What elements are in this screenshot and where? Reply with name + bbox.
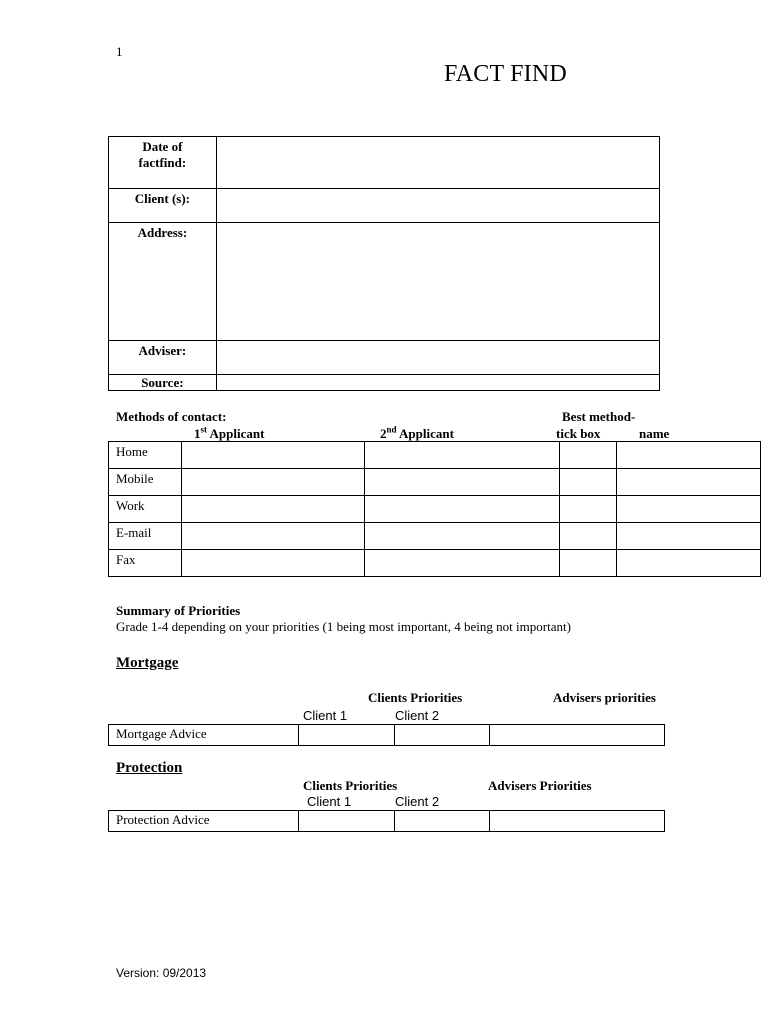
mortgage-advice-label: Mortgage Advice — [109, 725, 299, 746]
first-applicant-text: Applicant — [207, 426, 265, 441]
summary-description: Grade 1-4 depending on your priorities (1 being most important, 4 being not important) — [116, 619, 571, 634]
tick-box-cell[interactable] — [559, 469, 616, 496]
client-label: Client (s): — [109, 189, 217, 223]
table-row — [109, 375, 660, 391]
second-applicant-cell[interactable] — [365, 550, 559, 577]
adviser-label: Adviser: — [109, 341, 217, 375]
best-method-heading: Best method- — [562, 409, 636, 424]
mortgage-adviser-cell[interactable] — [490, 725, 665, 746]
first-applicant-cell[interactable] — [181, 469, 365, 496]
protection-adviser-cell[interactable] — [490, 811, 665, 832]
date-of-factfind-label — [109, 137, 217, 189]
name-header: name — [639, 426, 670, 441]
contact-type-fax: Fax — [109, 550, 182, 577]
version-footer: Version: 09/2013 — [116, 966, 207, 980]
first-applicant-num: 1 — [194, 426, 201, 441]
protection-heading: Protection — [116, 760, 183, 776]
contact-type-home: Home — [109, 442, 182, 469]
contact-type-email: E-mail — [109, 523, 182, 550]
table-row — [109, 523, 761, 550]
mortgage-client1-cell[interactable] — [298, 725, 394, 746]
second-applicant-cell[interactable] — [365, 496, 559, 523]
mortgage-client2-label: Client 2 — [395, 708, 440, 723]
name-cell[interactable] — [616, 496, 760, 523]
date-label-line2: factfind: — [138, 155, 187, 170]
protection-client2-label: Client 2 — [395, 794, 440, 809]
first-applicant-sup: st — [200, 424, 207, 435]
protection-client2-cell[interactable] — [394, 811, 490, 832]
protection-priorities-table — [108, 810, 665, 832]
source-field[interactable] — [216, 375, 659, 391]
protection-clients-priorities: Clients Priorities — [303, 778, 398, 793]
protection-advisers-priorities: Advisers Priorities — [488, 778, 592, 793]
table-row — [109, 725, 665, 746]
client-field[interactable] — [216, 189, 659, 223]
table-row — [109, 442, 761, 469]
table-row — [109, 550, 761, 577]
name-cell[interactable] — [616, 469, 760, 496]
date-label-line1: Date of — [142, 139, 183, 154]
first-applicant-cell[interactable] — [181, 442, 365, 469]
first-applicant-header — [194, 426, 264, 442]
source-label: Source: — [109, 375, 217, 391]
table-row — [109, 189, 660, 223]
tick-box-cell[interactable] — [559, 496, 616, 523]
table-row — [109, 223, 660, 341]
second-applicant-header — [380, 426, 454, 442]
adviser-field[interactable] — [216, 341, 659, 375]
mortgage-clients-priorities: Clients Priorities — [368, 690, 463, 705]
second-applicant-num: 2 — [380, 426, 387, 441]
mortgage-client1-label: Client 1 — [303, 708, 348, 723]
date-of-factfind-field[interactable] — [216, 137, 659, 189]
name-cell[interactable] — [616, 523, 760, 550]
tick-box-header: tick box — [556, 426, 601, 441]
contact-type-mobile: Mobile — [109, 469, 182, 496]
second-applicant-cell[interactable] — [365, 523, 559, 550]
mortgage-heading: Mortgage — [116, 655, 179, 671]
table-row — [109, 811, 665, 832]
first-applicant-cell[interactable] — [181, 523, 365, 550]
table-row — [109, 496, 761, 523]
address-label: Address: — [109, 223, 217, 341]
name-cell[interactable] — [616, 550, 760, 577]
contact-methods-table — [108, 441, 761, 577]
summary-heading: Summary of Priorities — [116, 603, 241, 618]
page-title: FACT FIND — [444, 61, 567, 87]
tick-box-cell[interactable] — [559, 442, 616, 469]
first-applicant-cell[interactable] — [181, 496, 365, 523]
table-row — [109, 341, 660, 375]
tick-box-cell[interactable] — [559, 523, 616, 550]
page-number: 1 — [116, 44, 123, 59]
name-cell[interactable] — [616, 442, 760, 469]
mortgage-client2-cell[interactable] — [394, 725, 490, 746]
address-field[interactable] — [216, 223, 659, 341]
protection-advice-label: Protection Advice — [109, 811, 299, 832]
protection-client1-cell[interactable] — [298, 811, 394, 832]
contact-type-work: Work — [109, 496, 182, 523]
mortgage-advisers-priorities: Advisers priorities — [553, 690, 656, 705]
methods-of-contact-heading: Methods of contact: — [116, 409, 227, 424]
second-applicant-cell[interactable] — [365, 442, 559, 469]
second-applicant-sup: nd — [386, 424, 397, 435]
second-applicant-cell[interactable] — [365, 469, 559, 496]
table-row — [109, 469, 761, 496]
tick-box-cell[interactable] — [559, 550, 616, 577]
second-applicant-text: Applicant — [396, 426, 454, 441]
mortgage-priorities-table — [108, 724, 665, 746]
client-details-table — [108, 136, 660, 391]
table-row — [109, 137, 660, 189]
first-applicant-cell[interactable] — [181, 550, 365, 577]
protection-client1-label: Client 1 — [307, 794, 352, 809]
